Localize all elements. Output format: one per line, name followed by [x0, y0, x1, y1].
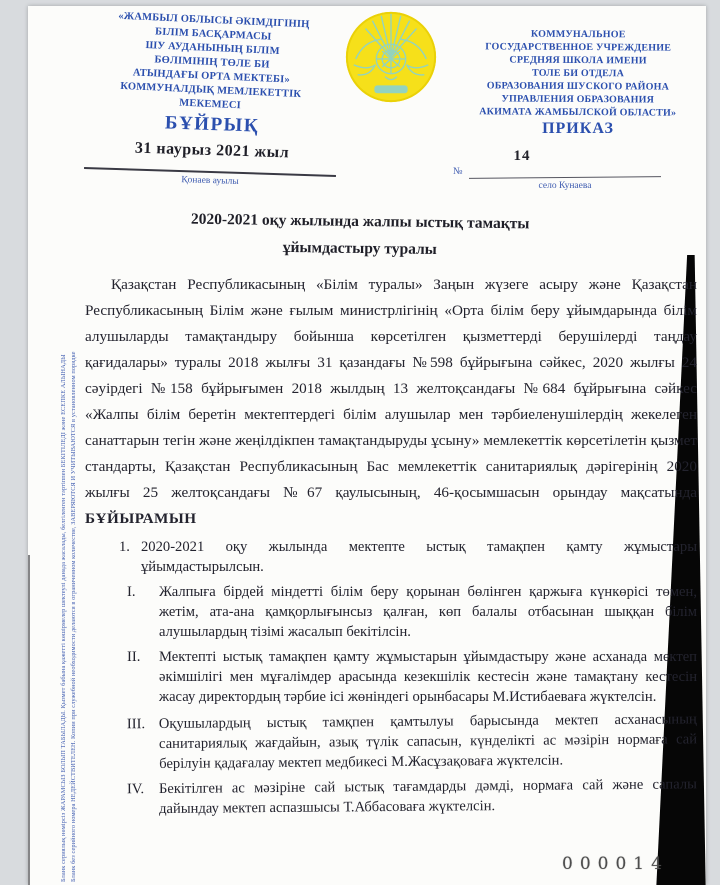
letterhead-kk-line: АТЫНДАҒЫ ОРТА МЕКТЕБІ»: [132, 67, 291, 86]
order-number: 14: [513, 148, 531, 164]
order-number-label: №: [453, 166, 463, 177]
subject-line-2: ұйымдастыру туралы: [282, 238, 437, 259]
item-number: 1.: [119, 539, 130, 555]
letterhead-russian: [452, 27, 705, 120]
order-place-kk: Қонаев ауылы: [181, 175, 239, 187]
item-number: IV.: [126, 781, 145, 798]
letterhead-ru-line: УПРАВЛЕНИЯ ОБРАЗОВАНИЯ: [501, 93, 655, 106]
preamble-paragraph: [85, 272, 697, 532]
list-item: [85, 537, 697, 577]
decree-word: БҰЙЫРАМЫН: [85, 510, 197, 527]
order-body: [85, 272, 697, 817]
letterhead-kk-line: «ЖАМБЫЛ ОБЛЫСЫ ӘКІМДІГІНІҢ: [118, 10, 310, 31]
letterhead-ru-line: ОБРАЗОВАНИЯ ШУСКОГО РАЙОНА: [486, 80, 670, 93]
letterhead-kk-line: МЕКЕМЕСІ: [179, 97, 242, 112]
item-number: II.: [127, 649, 141, 665]
letterhead-kk-line: КОММУНАЛДЫҚ МЕМЛЕКЕТТІК: [120, 80, 302, 101]
order-subject: [140, 205, 581, 265]
letterhead-kk-line: БӨЛІМІНІҢ ТӨЛЕ БИ: [154, 54, 270, 71]
order-heading-kk: БҰЙРЫҚ: [164, 112, 260, 137]
order-date: 31 наурыз 2021 жыл: [134, 139, 290, 162]
page-left-edge: [28, 555, 30, 885]
order-place-ru: село Кунаева: [538, 181, 592, 191]
security-note-ru: Бланк без серийного номера НЕДЕЙСТВИТЕЛЕН. Копии при служебной необходимости делаются в ограниченном количестве, ЗАВЕРЯЮТСЯ И УЧИТЫВАЮТСЯ в установленном порядке: [70, 351, 77, 882]
list-item: [85, 709, 698, 774]
item-text: 2020-2021 оқу жылында мектепте ыстық тамақпен қамту жұмыстары ұйымдастырылсын.: [141, 539, 697, 575]
letterhead-ru-line: ГОСУДАРСТВЕННОЕ УЧРЕЖДЕНИЕ: [485, 41, 672, 54]
order-heading-ru: ПРИКАЗ: [542, 120, 614, 137]
letterhead-ru-line: СРЕДНЯЯ ШКОЛА ИМЕНИ: [509, 54, 647, 67]
item-number: I.: [127, 584, 136, 600]
list-item: [85, 582, 697, 642]
security-note-kk: Бланк сериялық нөмірсіз ЖАРАМСЫЗ БОЛЫП ТАБЫЛАДЫ. Қызмет бабына қажетті көшірмелер шектеулі данада жасалады, белгіленген тәртіппен БЕКІТІЛЕДІ және ЕСЕПКЕ АЛЫНАДЫ: [60, 354, 67, 882]
item-text: Жалпыға бірдей міндетті білім беру қорынан бөлінген қаржыға күнкөрісі төмен, жетім, ата-ана қамқорлығынсыз қалған, көп балалы отбасынан шыққан білім алушылардың тізімі жасалып бекітілсін.: [159, 584, 697, 640]
item-number: III.: [126, 716, 146, 733]
letterhead-ru-line: КОММУНАЛЬНОЕ: [530, 28, 626, 41]
letterhead-kazakh: [84, 8, 340, 117]
item-text: Бекітілген ас мәзіріне сай ыстық тағамдарды дәмді, нормаға сай және сапалы дайындау мектеп аспазшысы Т.Аббасоваға жүктелсін.: [158, 776, 697, 818]
order-items: [85, 537, 697, 817]
serial-number-stamp: 000014: [562, 854, 669, 874]
preamble-text: Қазақстан Республикасының «Білім туралы» Заңын жүзеге асыру және Қазақстан Республикасының Білім және ғылым министрлігінің «Орта білім беру ұйымдарында білім алушыларды тамақтандыру бойынша көрсетілген қызметтерді берушілерді таңдау қағидалары» туралы 2018 жылғы 31 қазандағы №598 бұйрығына сәйкес, 2020 жылғы 24 сәуірдегі №158 бұйрығымен 2018 жылдың 13 желтоқсандағы №684 бұйрығына сәйкес «Жалпы білім беретін мектептердегі білім алушылар мен тәрбиеленушілердің жекелеген санаттарын тегін және жеңілдікпен тамақтандыруды ұсыну» мемлекеттік көрсетілетін қызмет стандарты, Қазақстан Республикасының Бас мемлекеттік санитариялық дәрігерінің 2020 жылғы 25 желтоқсандағы №67 қаулысының, 46-қосымшасын орындау мақсатында: [85, 276, 697, 501]
item-text: Оқушылардың ыстық тамқпен қамтылуы барысында мектеп асханасының санитариялық жағдайын, азық түлік сапасын, күнделікті ас мәзірін нормаға сай берілуін қадағалау мектеп медбикесі М.Жасұзақоваға жүктелсін.: [158, 711, 698, 773]
list-item: [85, 774, 697, 819]
blank-security-text: [60, 240, 77, 882]
letterhead-ru-line: ТОЛЕ БИ ОТДЕЛА: [531, 67, 625, 80]
subject-line-1: 2020-2021 оқу жылында жалпы ыстық тамақты: [190, 210, 530, 233]
list-item: [85, 647, 697, 707]
letterhead-kk-line: ШУ АУДАНЫНЫҢ БІЛІМ: [145, 39, 280, 58]
letterhead-kk-line: БІЛІМ БАСҚАРМАСЫ: [154, 26, 272, 43]
letterhead-ru-line: АКИМАТА ЖАМБЫЛСКОЙ ОБЛАСТИ»: [479, 106, 677, 119]
kazakhstan-emblem-icon: [342, 8, 440, 106]
item-text: Мектепті ыстық тамақпен қамту жұмыстарын ұйымдастыру және асханада мектеп әкімшілігі мен мұғалімдер арасында кезекшілік кестесін және тамақтану кестесін жасау директордың тәрбие ісі жөніндегі орынбасары М.Истибаеваға жүктелсін.: [159, 649, 697, 705]
